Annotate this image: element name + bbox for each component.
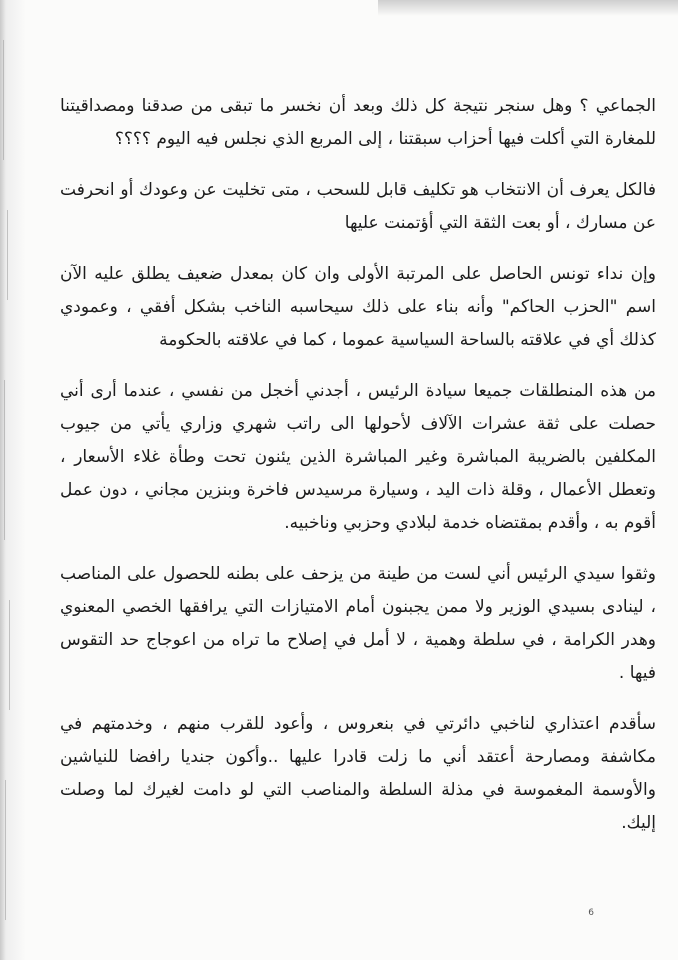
scanner-streak xyxy=(3,40,4,160)
paragraph-1: الجماعي ؟ وهل سنجر نتيجة كل ذلك وبعد أن نخسر ما تبقى من صدقنا ومصداقيتنا للمغارة التي أكلت فيها أحزاب سبقتنا ، إلى المربع الذي نجلس فيه اليوم ؟؟؟؟ xyxy=(60,96,656,149)
paragraph-5: وثقوا سيدي الرئيس أني لست من طينة من يزحف على بطنه للحصول على المناصب ، لينادى بسيدي الوزير ولا ممن يجبنون أمام الامتيازات التي يرافقها الخصي المعنوي وهدر الكرامة ، في سلطة وهمية ، لا أمل في إصلاح ما تراه من اعوجاج حد التقوس فيها . xyxy=(60,564,656,683)
scanner-streak xyxy=(4,380,5,540)
paragraph-4: من هذه المنطلقات جميعا سيادة الرئيس ، أجدني أخجل من نفسي ، عندما أرى أني حصلت على ثقة عشرات الآلاف لأحولها الى راتب شهري وزاري يأتي من جيوب المكلفين بالضريبة المباشرة وغير المباشرة الذين يئنون تحت وطأة غلاء الأسعار ، وتعطل الأعمال ، وقلة ذات اليد ، وسيارة مرسيدس فاخرة وبنزين مجاني ، دون عمل أقوم به ، وأقدم بمقتضاه خدمة لبلادي وحزبي وناخبيه. xyxy=(60,381,656,533)
letter-body xyxy=(60,90,656,858)
scanner-streak xyxy=(7,210,8,300)
scanner-streak xyxy=(5,780,6,920)
paragraph-6: سأقدم اعتذاري لناخبي دائرتي في بنعروس ، وأعود للقرب منهم ، وخدمتهم في مكاشفة ومصارحة أعتقد أني ما زلت قادرا عليها ..وأكون جنديا رافضا للنياشين والأوسمة المغموسة في مذلة السلطة والمناصب التي لو دامت لغيرك لما وصلت إليك. xyxy=(60,714,656,833)
scanner-top-edge xyxy=(378,0,678,16)
scanner-streak xyxy=(9,600,10,710)
paragraph-3: وإن نداء تونس الحاصل على المرتبة الأولى وان كان بمعدل ضعيف يطلق عليه الآن اسم "الحزب الحاكم" وأنه بناء على ذلك سيحاسبه الناخب بشكل أفقي ، وعمودي كذلك أي في علاقته بالساحة السياسية عموما ، كما في علاقته بالحكومة xyxy=(60,264,656,350)
paragraph-2: فالكل يعرف أن الانتخاب هو تكليف قابل للسحب ، متى تخليت عن وعودك أو انحرفت عن مسارك ، أو بعت الثقة التي أؤتمنت عليها xyxy=(60,180,656,233)
page-number: 6 xyxy=(588,908,594,918)
